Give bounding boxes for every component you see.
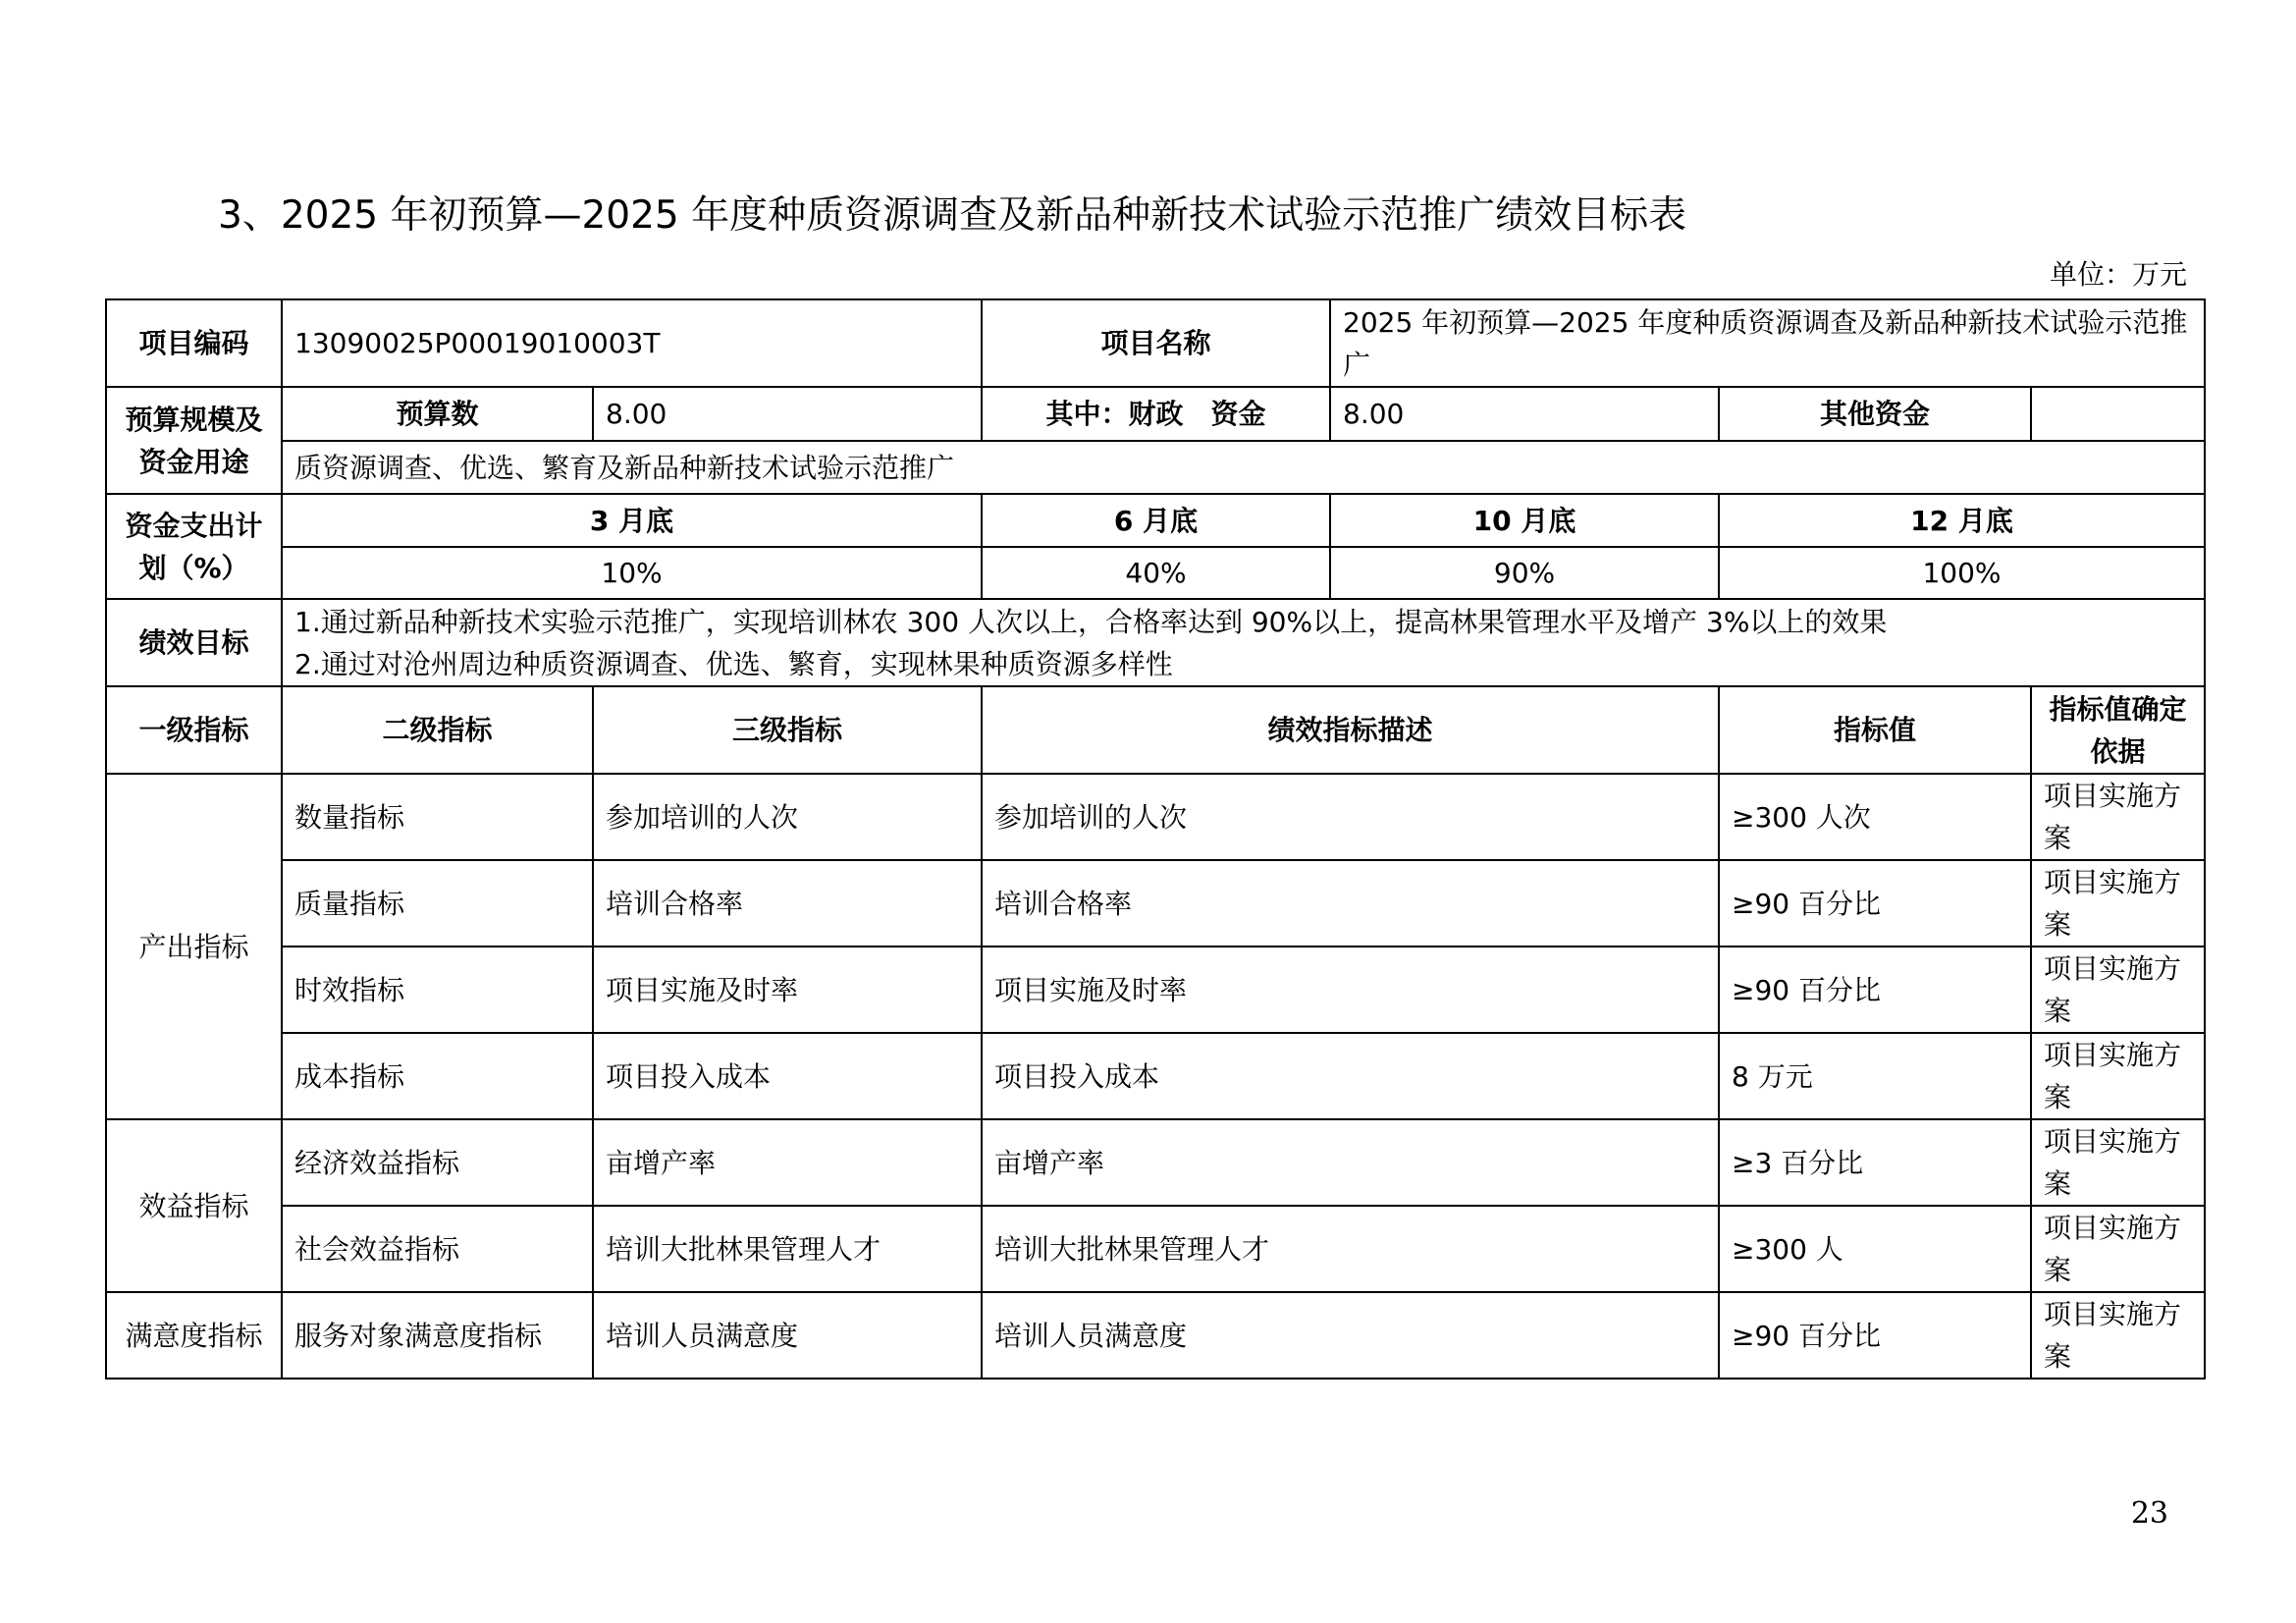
- row-description: 培训合格率: [982, 860, 1719, 947]
- other-fund-value: [2031, 387, 2205, 441]
- row-level3: 培训大批林果管理人才: [593, 1206, 982, 1292]
- plan-june-label: 6 月底: [982, 494, 1330, 547]
- row-level3: 培训合格率: [593, 860, 982, 947]
- plan-march-label: 3 月底: [282, 494, 982, 547]
- budget-amount-value: 8.00: [593, 387, 982, 441]
- row-value: ≥300 人: [1719, 1206, 2031, 1292]
- header-description: 绩效指标描述: [982, 686, 1719, 774]
- header-basis: 指标值确定依据: [2031, 686, 2205, 774]
- project-code-label: 项目编码: [106, 299, 282, 387]
- row-level3: 亩增产率: [593, 1119, 982, 1206]
- table-row: [106, 1206, 2205, 1292]
- row-level3: 项目投入成本: [593, 1033, 982, 1119]
- goal-line-1: 1.通过新品种新技术实验示范推广，实现培训林农 300 人次以上，合格率达到 90%以上，提高林果管理水平及增产 3%以上的效果: [294, 605, 1888, 638]
- row-level2: 服务对象满意度指标: [282, 1292, 593, 1379]
- performance-goal-text: [282, 599, 2205, 686]
- row-level2: 社会效益指标: [282, 1206, 593, 1292]
- row-description: 项目投入成本: [982, 1033, 1719, 1119]
- page-title: 3、2025 年初预算—2025 年度种质资源调查及新品种新技术试验示范推广绩效目标表: [218, 193, 1687, 238]
- budget-amount-row: [106, 387, 2205, 441]
- goal-line-2: 2.通过对沧州周边种质资源调查、优选、繁育，实现林果种质资源多样性: [294, 647, 1173, 680]
- page-number: 23: [2130, 1496, 2168, 1531]
- performance-target-table: [105, 298, 2206, 1380]
- group-satisfaction-label: 满意度指标: [106, 1292, 282, 1379]
- other-fund-label: 其他资金: [1719, 387, 2031, 441]
- row-level2: 时效指标: [282, 947, 593, 1033]
- row-description: 参加培训的人次: [982, 774, 1719, 860]
- table-row: [106, 1119, 2205, 1206]
- fiscal-fund-label: 其中：财政 资金: [982, 387, 1330, 441]
- plan-october-label: 10 月底: [1330, 494, 1719, 547]
- row-value: ≥3 百分比: [1719, 1119, 2031, 1206]
- row-basis: 项目实施方案: [2031, 860, 2205, 947]
- row-value: 8 万元: [1719, 1033, 2031, 1119]
- budget-usage-value: 质资源调查、优选、繁育及新品种新技术试验示范推广: [282, 441, 2205, 494]
- table-row: [106, 860, 2205, 947]
- row-level2: 经济效益指标: [282, 1119, 593, 1206]
- table-row: [106, 947, 2205, 1033]
- row-basis: 项目实施方案: [2031, 1206, 2205, 1292]
- performance-goal-row: [106, 599, 2205, 686]
- plan-december-value: 100%: [1719, 547, 2205, 599]
- project-name-value: 2025 年初预算—2025 年度种质资源调查及新品种新技术试验示范推广: [1330, 299, 2205, 387]
- project-code-value: 13090025P00019010003T: [282, 299, 982, 387]
- row-basis: 项目实施方案: [2031, 774, 2205, 860]
- table-row: [106, 1033, 2205, 1119]
- plan-june-value: 40%: [982, 547, 1330, 599]
- budget-amount-label: 预算数: [282, 387, 593, 441]
- spending-plan-header-row: [106, 494, 2205, 547]
- budget-usage-row: [106, 441, 2205, 494]
- row-basis: 项目实施方案: [2031, 947, 2205, 1033]
- row-value: ≥90 百分比: [1719, 1292, 2031, 1379]
- row-basis: 项目实施方案: [2031, 1292, 2205, 1379]
- group-output-label: 产出指标: [106, 774, 282, 1119]
- fiscal-fund-value: 8.00: [1330, 387, 1719, 441]
- header-value: 指标值: [1719, 686, 2031, 774]
- row-level3: 参加培训的人次: [593, 774, 982, 860]
- row-level2: 质量指标: [282, 860, 593, 947]
- row-basis: 项目实施方案: [2031, 1119, 2205, 1206]
- plan-october-value: 90%: [1330, 547, 1719, 599]
- plan-december-label: 12 月底: [1719, 494, 2205, 547]
- header-level2: 二级指标: [282, 686, 593, 774]
- table-row: [106, 1292, 2205, 1379]
- performance-goal-label: 绩效目标: [106, 599, 282, 686]
- row-description: 培训大批林果管理人才: [982, 1206, 1719, 1292]
- table-row: [106, 774, 2205, 860]
- row-description: 亩增产率: [982, 1119, 1719, 1206]
- row-description: 培训人员满意度: [982, 1292, 1719, 1379]
- plan-march-value: 10%: [282, 547, 982, 599]
- row-description: 项目实施及时率: [982, 947, 1719, 1033]
- row-value: ≥90 百分比: [1719, 947, 2031, 1033]
- header-level3: 三级指标: [593, 686, 982, 774]
- row-level3: 项目实施及时率: [593, 947, 982, 1033]
- project-name-label: 项目名称: [982, 299, 1330, 387]
- budget-scale-label: 预算规模及资金用途: [106, 387, 282, 494]
- group-benefit-label: 效益指标: [106, 1119, 282, 1292]
- row-value: ≥90 百分比: [1719, 860, 2031, 947]
- spending-plan-label: 资金支出计划（%）: [106, 494, 282, 599]
- row-value: ≥300 人次: [1719, 774, 2031, 860]
- header-level1: 一级指标: [106, 686, 282, 774]
- row-level2: 成本指标: [282, 1033, 593, 1119]
- row-level2: 数量指标: [282, 774, 593, 860]
- spending-plan-value-row: [106, 547, 2205, 599]
- row-level3: 培训人员满意度: [593, 1292, 982, 1379]
- unit-label: 单位：万元: [2049, 258, 2187, 291]
- project-info-row: [106, 299, 2205, 387]
- indicator-header-row: [106, 686, 2205, 774]
- row-basis: 项目实施方案: [2031, 1033, 2205, 1119]
